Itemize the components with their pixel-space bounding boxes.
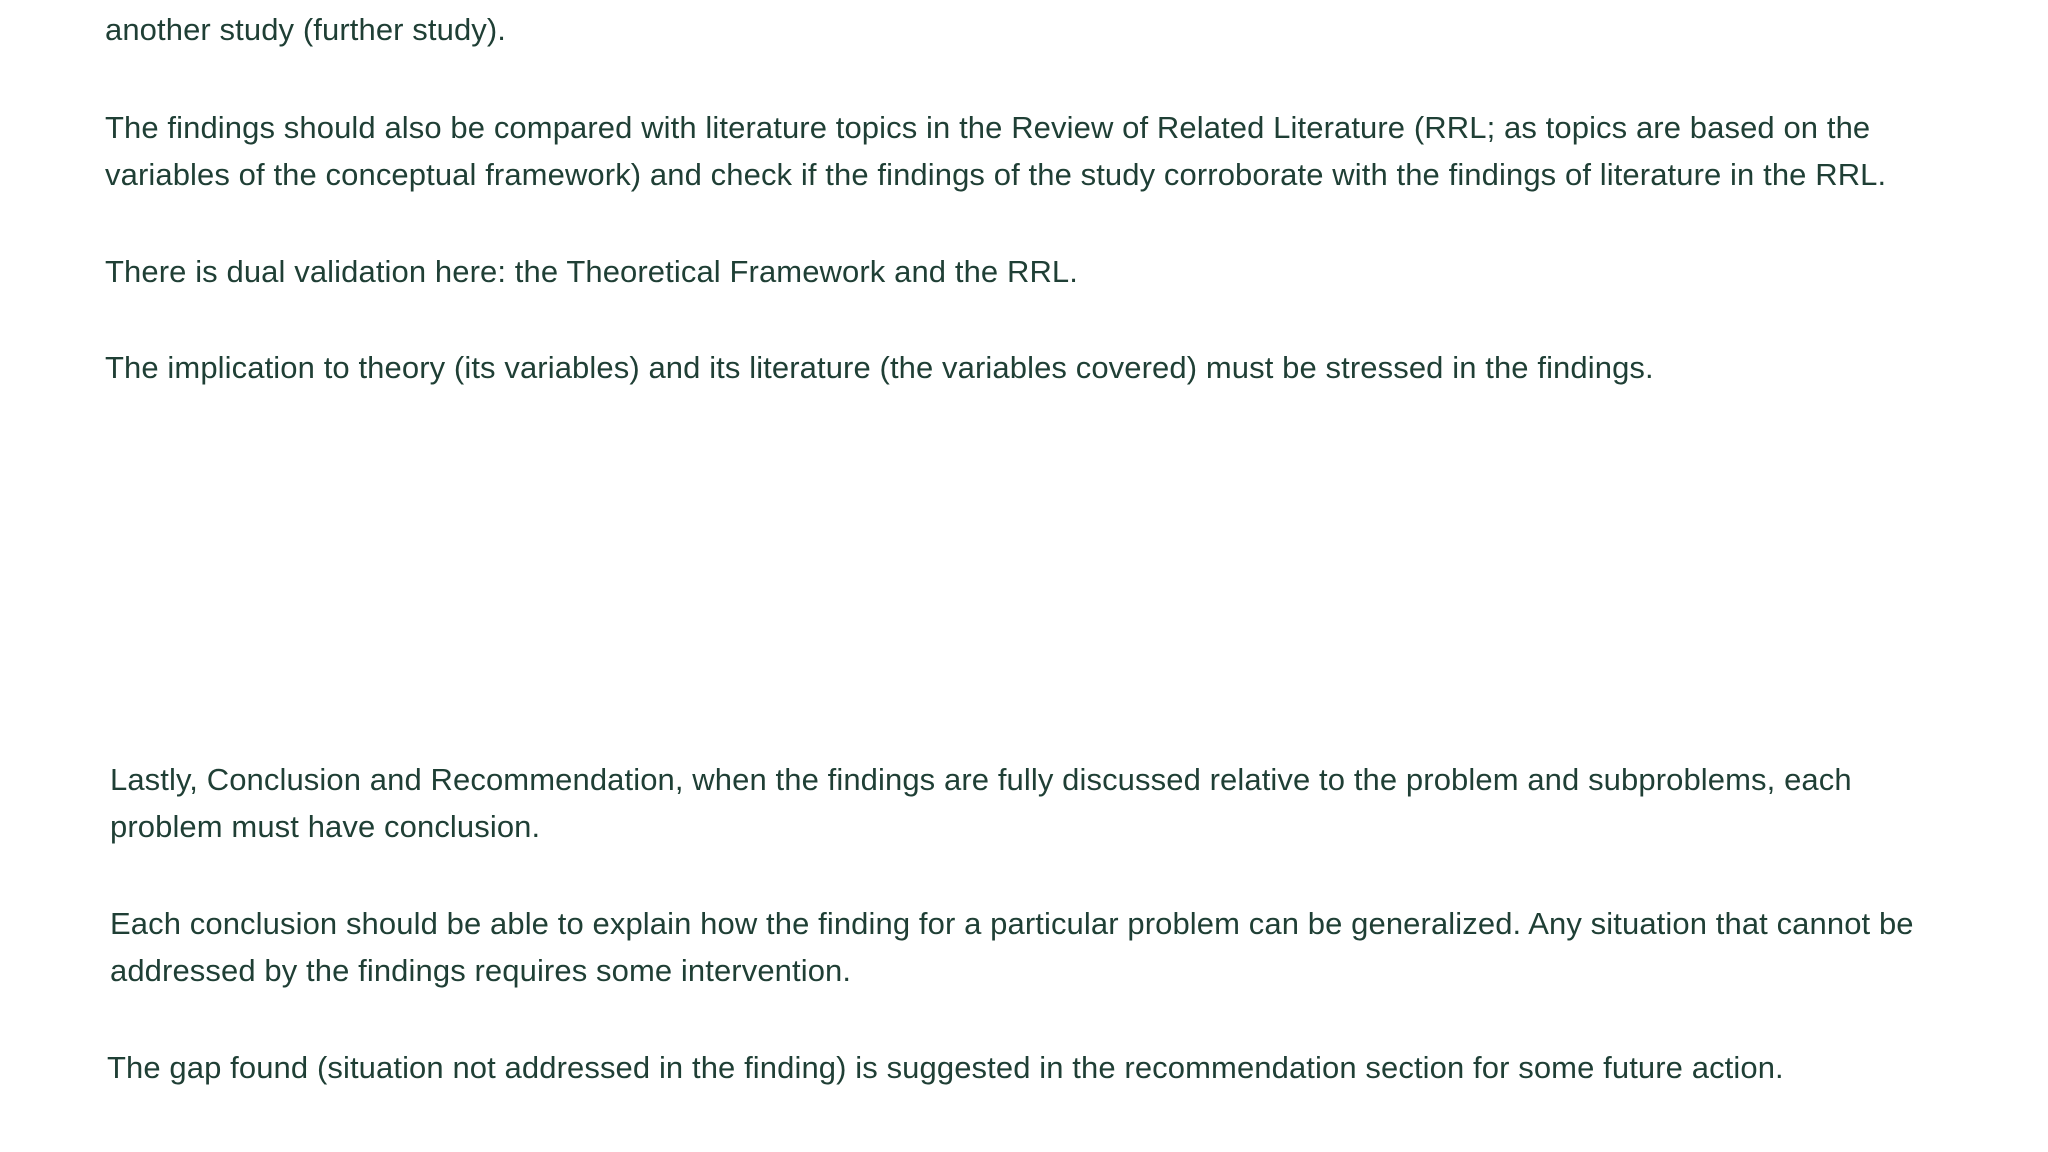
paragraph-gap-found <box>107 1044 2007 1091</box>
paragraph-each-conclusion <box>110 900 2010 994</box>
paragraph-dual-validation <box>105 248 2005 295</box>
paragraph-conclusion-recommendation <box>110 756 2010 850</box>
text-line: variables of the conceptual framework) and check if the findings of the study corroborate with the findings of literature in the RRL. <box>105 157 1887 192</box>
text-line: Each conclusion should be able to explain how the finding for a particular problem can be generalized. Any situation that cannot be <box>110 906 1914 941</box>
paragraph-compare-rrl <box>105 104 2005 198</box>
text-line: problem must have conclusion. <box>110 809 541 844</box>
text-line: addressed by the findings requires some intervention. <box>110 953 852 988</box>
text-line: another study (further study). <box>105 12 507 47</box>
text-line: There is dual validation here: the Theoretical Framework and the RRL. <box>105 254 1078 289</box>
paragraph-implication <box>105 344 2005 391</box>
text-line: The implication to theory (its variables) and its literature (the variables covered) must be stressed in the findings. <box>105 350 1654 385</box>
text-line: The findings should also be compared with literature topics in the Review of Related Literature (RRL; as topics are based on the <box>105 110 1871 145</box>
text-line: Lastly, Conclusion and Recommendation, when the findings are fully discussed relative to the problem and subproblems, each <box>110 762 1852 797</box>
text-line: The gap found (situation not addressed in the finding) is suggested in the recommendation section for some future action. <box>107 1050 1784 1085</box>
paragraph-further-study <box>105 6 2005 53</box>
